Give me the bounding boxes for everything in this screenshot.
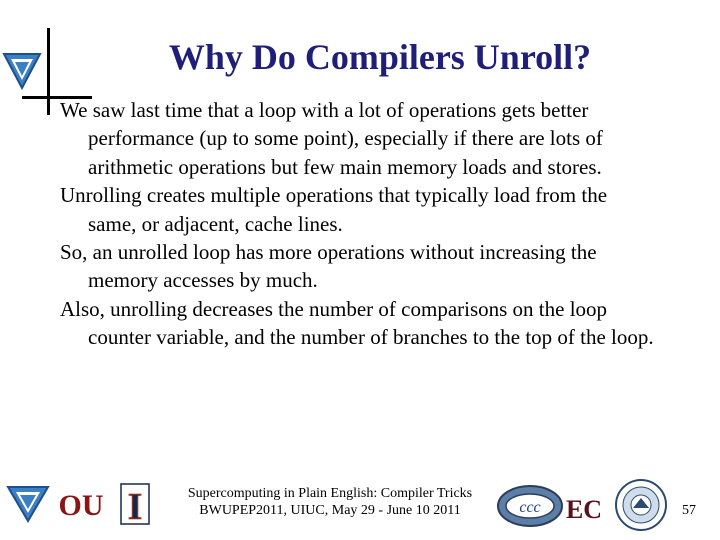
title-vertical-rule: [47, 28, 50, 115]
bullet-item: We saw last time that a loop with a lot of operations gets better performance (up to some point), especially if there are lots of arithmetic operations but few main memory loads and stores.: [60, 98, 603, 179]
bullet-item: Also, unrolling decreases the number of comparisons on the loop counter variable, and the number of branches to the top of the loop.: [60, 296, 654, 350]
page-number: 57: [682, 503, 696, 518]
bullet-list: [60, 96, 660, 352]
ccc-logo-text: ccc: [519, 499, 541, 516]
footer-line-1: Supercomputing in Plain English: Compiler Tricks: [187, 486, 473, 501]
ou-logo-text: OU: [58, 489, 104, 522]
illinois-logo-icon: [120, 483, 150, 528]
bullet-item: Unrolling creates multiple operations that typically load from the same, or adjacent, cache lines.: [60, 183, 608, 236]
illinois-logo-text: I: [127, 486, 143, 528]
college-seal-icon: [614, 478, 668, 532]
footer-caption: [180, 485, 480, 519]
ou-logo-icon: [58, 483, 104, 525]
footer-line-2: BWUPEP2011, UIUC, May 29 - June 10 2011: [199, 503, 461, 518]
ec-logo-text: EC: [565, 495, 603, 524]
ccc-logo-icon: [496, 484, 564, 528]
slide-title: Why Do Compilers Unroll?: [168, 37, 592, 77]
ec-logo-icon: [566, 484, 602, 526]
oscer-footer-logo-icon: [6, 483, 50, 523]
bullet-item: So, an unrolled loop has more operations without increasing the memory accesses by much.: [60, 240, 597, 293]
oscer-logo-icon: [2, 50, 42, 90]
